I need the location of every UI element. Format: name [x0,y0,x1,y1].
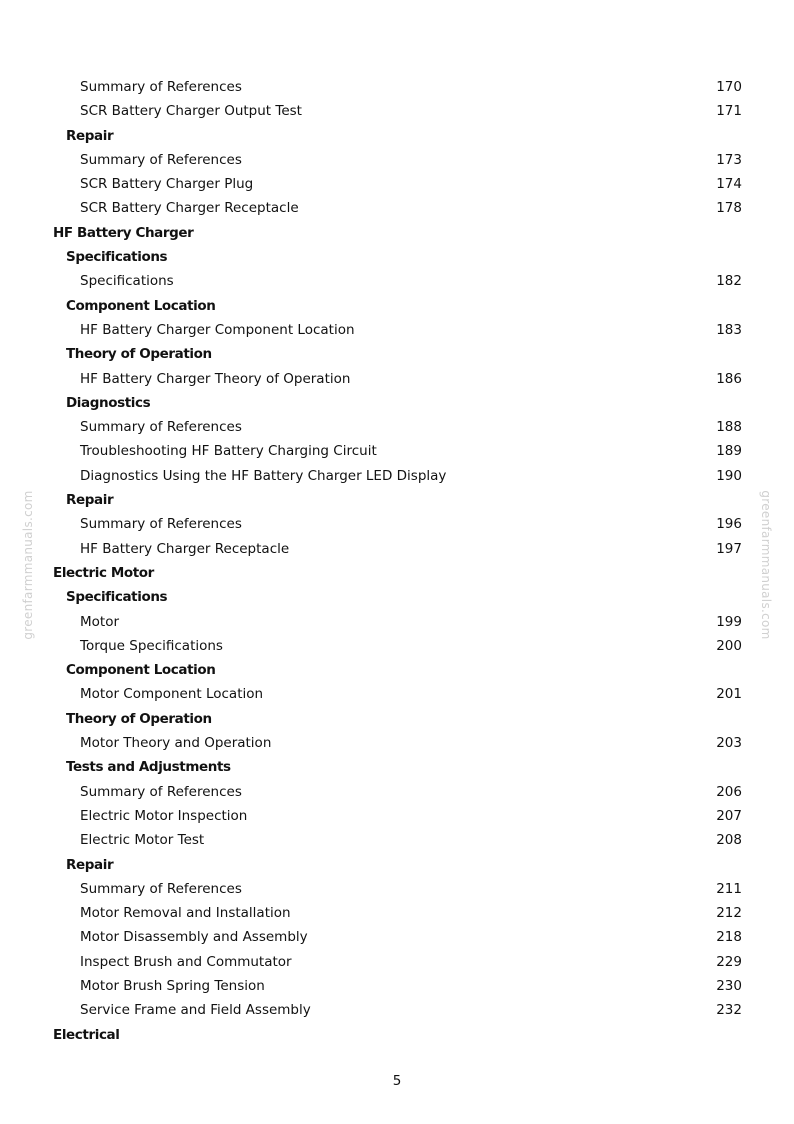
toc-section-heading [0,1023,794,1047]
toc-entry[interactable] [0,610,794,634]
toc-entry-page-number: 229 [716,953,742,970]
toc-entry-title: Summary of References [80,880,242,897]
toc-entry-title: HF Battery Charger Receptacle [80,540,290,557]
toc-entry-title: Summary of References [80,79,242,95]
toc-entry[interactable] [0,148,794,172]
toc-subsection-heading [0,585,794,609]
toc-entry[interactable] [0,780,794,804]
toc-entry-title: Motor Theory and Operation [80,735,272,752]
toc-entry-title: Specifications [66,249,168,266]
toc-entry-page-number: 230 [716,977,742,994]
toc-entry-title: SCR Battery Charger Output Test [80,103,302,120]
toc-entry[interactable] [0,196,794,220]
toc-subsection-heading [0,391,794,415]
table-of-contents [0,75,794,1047]
toc-entry-title: Repair [66,856,114,873]
toc-subsection-heading [0,853,794,877]
toc-entry-title: Service Frame and Field Assembly [80,1002,311,1019]
toc-entry-page-number: 178 [716,200,742,217]
toc-entry-page-number: 197 [716,540,742,557]
toc-entry-title: Motor Brush Spring Tension [80,977,265,994]
toc-entry[interactable] [0,682,794,706]
toc-entry-page-number: 200 [716,637,742,654]
toc-entry-title: Component Location [66,662,216,679]
toc-entry-page-number: 212 [716,905,742,922]
toc-entry[interactable] [0,731,794,755]
toc-entry-page-number: 218 [716,929,742,946]
toc-entry-page-number: 189 [716,443,742,460]
toc-entry[interactable] [0,439,794,463]
toc-subsection-heading [0,342,794,366]
toc-entry-title: HF Battery Charger [53,224,194,241]
toc-entry[interactable] [0,512,794,536]
toc-entry-title: Motor Disassembly and Assembly [80,929,308,946]
toc-entry-title: Troubleshooting HF Battery Charging Circuit [80,443,377,460]
toc-entry-page-number: 203 [716,735,742,752]
toc-entry-page-number: 196 [716,516,742,533]
toc-entry-page-number: 188 [716,419,742,436]
toc-entry[interactable] [0,75,794,99]
watermark-right: greenfarmmanuals.com [759,490,773,640]
toc-entry-title: Torque Specifications [80,637,223,654]
toc-entry[interactable] [0,99,794,123]
toc-entry[interactable] [0,367,794,391]
toc-section-heading [0,221,794,245]
toc-entry-title: Summary of References [80,783,242,800]
toc-entry-title: Theory of Operation [66,710,212,727]
toc-entry[interactable] [0,998,794,1022]
toc-entry-title: Electric Motor Test [80,832,205,849]
toc-entry[interactable] [0,925,794,949]
watermark-left: greenfarmmanuals.com [21,490,35,640]
toc-entry-page-number: 190 [716,467,742,484]
toc-entry[interactable] [0,804,794,828]
toc-subsection-heading [0,755,794,779]
toc-entry-page-number: 208 [716,832,742,849]
toc-entry-page-number: 173 [716,151,742,168]
toc-entry[interactable] [0,172,794,196]
toc-entry[interactable] [0,950,794,974]
toc-subsection-heading [0,294,794,318]
toc-section-heading [0,561,794,585]
toc-entry-page-number: 170 [716,79,742,95]
toc-entry-title: Summary of References [80,516,242,533]
toc-entry-title: Component Location [66,297,216,314]
toc-entry[interactable] [0,269,794,293]
toc-entry-title: Theory of Operation [66,346,212,363]
toc-entry-page-number: 174 [716,176,742,193]
toc-entry-title: Inspect Brush and Commutator [80,953,292,970]
toc-entry-title: Electrical [53,1026,120,1043]
toc-entry-title: Motor [80,613,120,630]
toc-entry-title: HF Battery Charger Component Location [80,321,355,338]
toc-subsection-heading [0,488,794,512]
toc-entry-title: SCR Battery Charger Receptacle [80,200,299,217]
toc-entry[interactable] [0,464,794,488]
toc-entry[interactable] [0,634,794,658]
toc-entry-page-number: 206 [716,783,742,800]
toc-entry-title: Specifications [80,273,174,290]
toc-entry[interactable] [0,415,794,439]
toc-entry[interactable] [0,901,794,925]
toc-entry-page-number: 182 [716,273,742,290]
toc-entry-page-number: 199 [716,613,742,630]
toc-entry-page-number: 183 [716,321,742,338]
toc-entry-title: Electric Motor [53,564,154,581]
toc-entry-title: HF Battery Charger Theory of Operation [80,370,351,387]
toc-entry[interactable] [0,537,794,561]
toc-entry-page-number: 171 [716,103,742,120]
toc-entry-title: Repair [66,127,114,144]
toc-entry-page-number: 207 [716,807,742,824]
toc-entry-page-number: 201 [716,686,742,703]
toc-entry-title: Specifications [66,589,168,606]
toc-entry-title: Motor Removal and Installation [80,905,291,922]
toc-entry-page-number: 186 [716,370,742,387]
toc-subsection-heading [0,658,794,682]
toc-entry-page-number: 211 [716,880,742,897]
toc-entry-page-number: 232 [716,1002,742,1019]
toc-entry-title: Tests and Adjustments [66,759,231,776]
toc-subsection-heading [0,707,794,731]
toc-subsection-heading [0,124,794,148]
page-number: 5 [392,1073,402,1089]
toc-entry-title: Diagnostics [66,394,151,411]
toc-entry-title: SCR Battery Charger Plug [80,176,254,193]
toc-entry[interactable] [0,318,794,342]
toc-entry-title: Summary of References [80,419,242,436]
toc-entry-title: Motor Component Location [80,686,264,703]
toc-entry[interactable] [0,974,794,998]
toc-subsection-heading [0,245,794,269]
toc-entry-title: Electric Motor Inspection [80,807,248,824]
toc-entry-title: Repair [66,492,114,509]
toc-entry[interactable] [0,877,794,901]
toc-entry[interactable] [0,828,794,852]
toc-entry-title: Diagnostics Using the HF Battery Charger LED Display [80,467,447,484]
toc-entry-title: Summary of References [80,151,242,168]
